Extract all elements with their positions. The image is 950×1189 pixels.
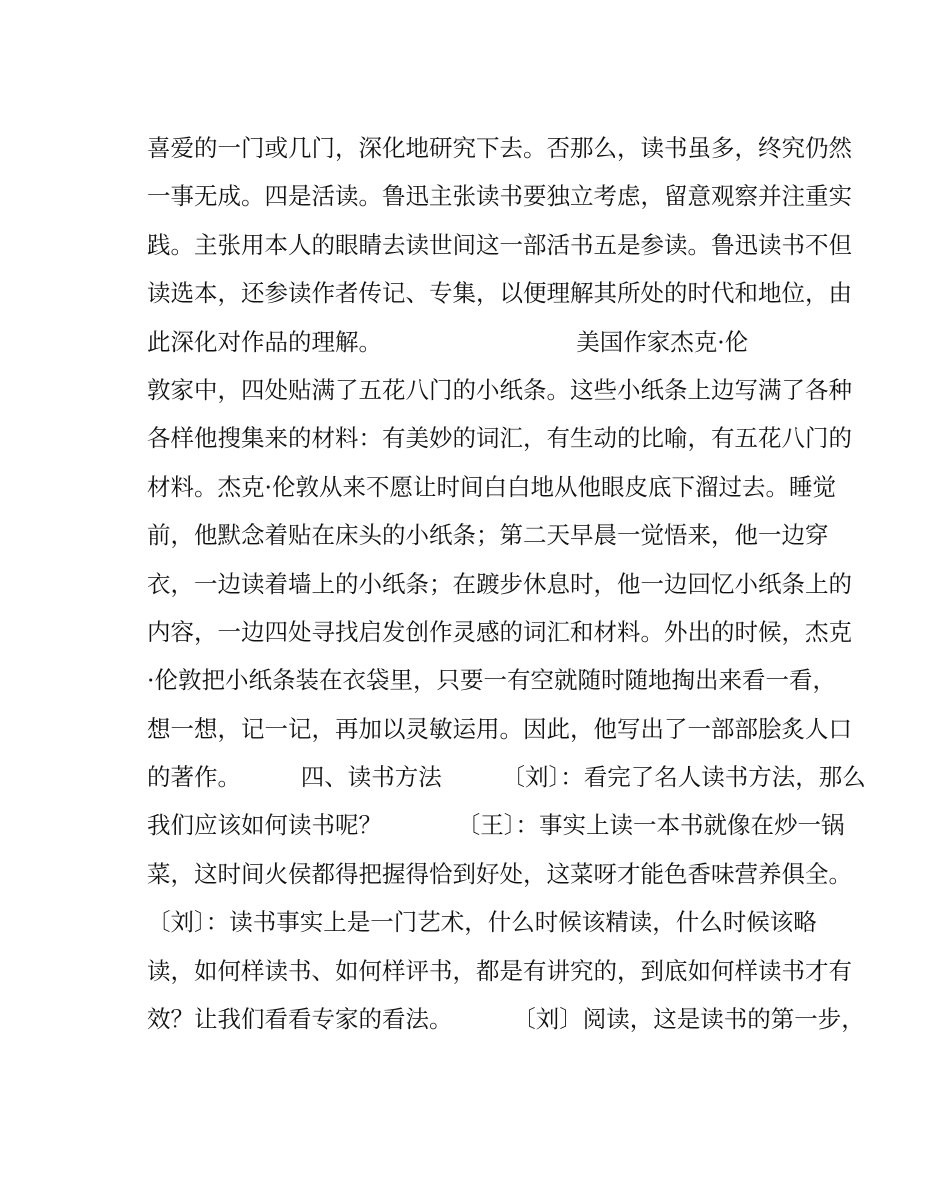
text-line: ·伦敦把小纸条装在衣袋里，只要一有空就随时随地掏出来看一看， <box>147 666 836 695</box>
text-line: 效？让我们看看专家的看法。 〔刘〕阅读，这是读书的第一步， <box>147 1005 865 1034</box>
text-line: 读选本，还参读作者传记、专集，以便理解其所处的时代和地位，由 <box>147 279 852 308</box>
body-text <box>147 124 866 1043</box>
text-line: 〔刘〕：读书事实上是一门艺术，什么时候该精读，什么时候该略 <box>147 908 817 937</box>
text-line: 衣，一边读着墙上的小纸条；在踱步休息时，他一边回忆小纸条上的 <box>147 569 852 598</box>
text-line: 此深化对作品的理解。 美国作家杰克·伦 <box>147 327 749 356</box>
text-line: 敦家中，四处贴满了五花八门的小纸条。这些小纸条上边写满了各种 <box>147 375 852 404</box>
text-line: 前，他默念着贴在床头的小纸条；第二天早晨一觉悟来，他一边穿 <box>147 521 829 550</box>
text-line: 喜爱的一门或几门，深化地研究下去。否那么，读书虽多，终究仍然 <box>147 134 852 162</box>
text-line: 我们应该如何读书呢？ 〔王〕：事实上读一本书就像在炒一锅 <box>147 811 845 840</box>
text-line: 的著作。 四、读书方法 〔刘〕：看完了名人读书方法，那么 <box>147 763 866 792</box>
text-line: 想一想，记一记，再加以灵敏运用。因此，他写出了一部部脍炙人口 <box>147 714 852 743</box>
text-line: 菜，这时间火侯都得把握得恰到好处，这菜呀才能色香味营养俱全。 <box>147 859 852 888</box>
text-line: 各样他搜集来的材料：有美妙的词汇，有生动的比喻，有五花八门的 <box>147 424 852 453</box>
text-line: 读，如何样读书、如何样评书，都是有讲究的，到底如何样读书才有 <box>147 956 852 985</box>
text-line: 践。主张用本人的眼睛去读世间这一部活书五是参读。鲁迅读书不但 <box>147 230 852 259</box>
text-line: 内容，一边四处寻找启发创作灵感的词汇和材料。外出的时候，杰克 <box>147 617 852 646</box>
text-line: 一事无成。四是活读。鲁迅主张读书要独立考虑，留意观察并注重实 <box>147 182 852 211</box>
text-line: 材料。杰克·伦敦从来不愿让时间白白地从他眼皮底下溜过去。睡觉 <box>147 472 836 501</box>
